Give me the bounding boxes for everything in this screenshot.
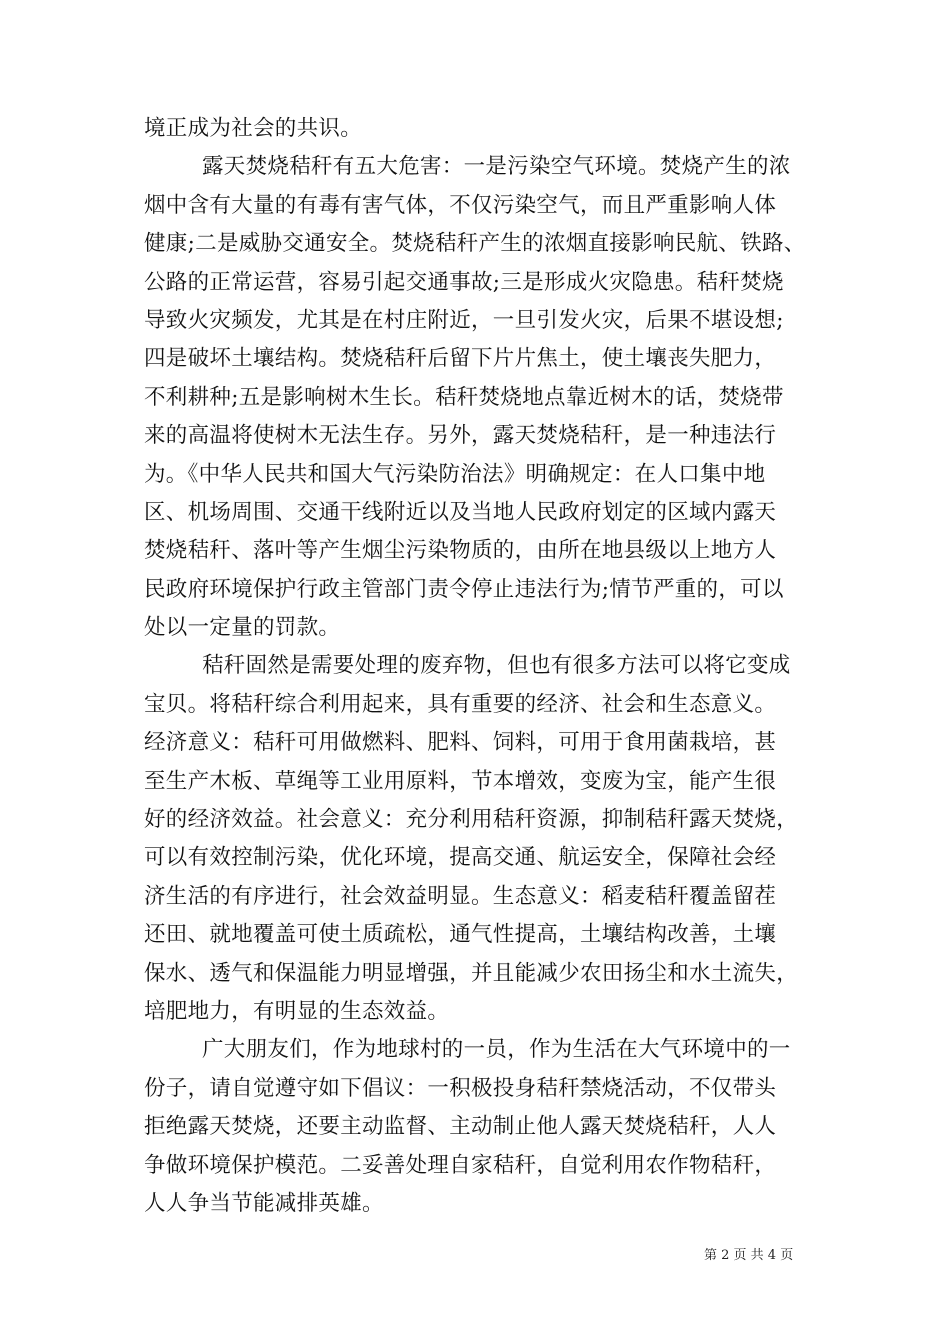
text-line: 不利耕种;五是影响树木生长。秸秆焚烧地点靠近树木的话，焚烧带 (144, 384, 784, 410)
text-line: 至生产木板、草绳等工业用原料，节本增效，变废为宝，能产生很 (144, 768, 777, 794)
text-line: 焚烧秸秆、落叶等产生烟尘污染物质的，由所在地县级以上地方人 (144, 538, 777, 564)
text-line: 导致火灾频发，尤其是在村庄附近，一旦引发火灾，后果不堪设想; (144, 307, 784, 333)
text-line: 公路的正常运营，容易引起交通事故;三是形成火灾隐患。秸秆焚烧 (144, 269, 784, 295)
text-line: 广大朋友们，作为地球村的一员，作为生活在大气环境中的一 (202, 1037, 791, 1063)
text-line: 烟中含有大量的有毒有害气体，不仅污染空气，而且严重影响人体 (144, 192, 777, 218)
document-body (144, 110, 822, 1223)
text-line: 处以一定量的罚款。 (144, 615, 341, 641)
text-line: 为。《中华人民共和国大气污染防治法》明确规定：在人口集中地 (144, 461, 766, 487)
text-line: 宝贝。将秸秆综合利用起来，具有重要的经济、社会和生态意义。 (144, 691, 777, 717)
text-line: 四是破坏土壤结构。焚烧秸秆后留下片片焦土，使土壤丧失肥力， (144, 346, 777, 372)
text-line: 人人争当节能减排英雄。 (144, 1190, 384, 1216)
text-line: 拒绝露天焚烧，还要主动监督、主动制止他人露天焚烧秸秆，人人 (144, 1114, 777, 1140)
text-line: 济生活的有序进行，社会效益明显。生态意义：稻麦秸秆覆盖留茬 (144, 883, 777, 909)
text-line: 份子，请自觉遵守如下倡议：一积极投身秸秆禁烧活动，不仅带头 (144, 1075, 777, 1101)
text-line: 争做环境保护模范。二妥善处理自家秸秆，自觉利用农作物秸秆， (144, 1152, 777, 1178)
text-line: 还田、就地覆盖可使土质疏松，通气性提高，土壤结构改善，土壤 (144, 922, 777, 948)
text-line: 境正成为社会的共识。 (144, 116, 363, 141)
text-line: 培肥地力，有明显的生态效益。 (144, 998, 450, 1024)
text-line: 区、机场周围、交通干线附近以及当地人民政府划定的区域内露天 (144, 499, 777, 525)
text-line: 经济意义：秸秆可用做燃料、肥料、饲料，可用于食用菌栽培，甚 (144, 730, 777, 756)
text-line: 健康;二是威胁交通安全。焚烧秸秆产生的浓烟直接影响民航、铁路、 (144, 231, 806, 257)
text-line: 可以有效控制污染，优化环境，提高交通、航运安全，保障社会经 (144, 845, 777, 871)
text-line: 保水、透气和保温能力明显增强，并且能减少农田扬尘和水土流失， (144, 960, 799, 986)
text-line: 好的经济效益。社会意义：充分利用秸秆资源，抑制秸秆露天焚烧， (144, 807, 799, 833)
text-line: 秸秆固然是需要处理的废弃物，但也有很多方法可以将它变成 (202, 653, 791, 679)
text-line: 来的高温将使树木无法生存。另外，露天焚烧秸秆，是一种违法行 (144, 423, 777, 449)
text-line: 民政府环境保护行政主管部门责令停止违法行为;情节严重的，可以 (144, 576, 784, 602)
text-line: 露天焚烧秸秆有五大危害：一是污染空气环境。焚烧产生的浓 (202, 154, 791, 180)
page-number: 第 2 页 共 4 页 (704, 1248, 794, 1263)
